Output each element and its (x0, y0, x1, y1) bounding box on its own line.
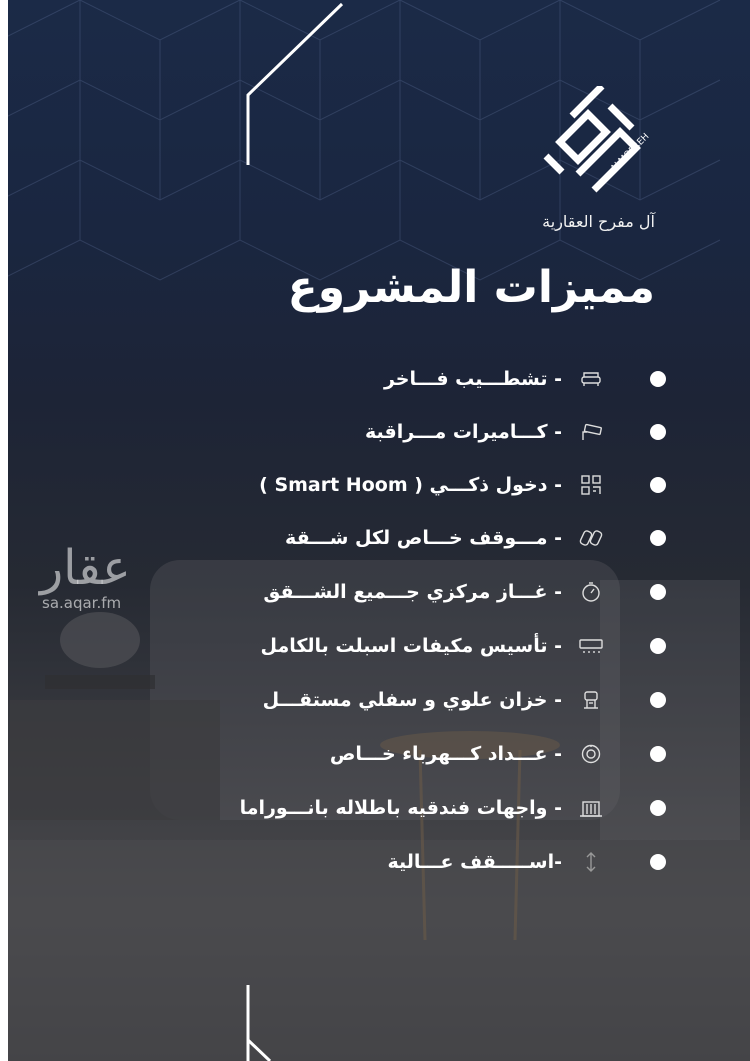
feature-item (226, 727, 666, 781)
gas-meter-icon (578, 581, 604, 603)
bullet-dot (650, 371, 666, 387)
bullet-dot (650, 477, 666, 493)
feature-text: - مـــوقف خـــاص لكل شـــقة (285, 527, 562, 549)
feature-item (226, 673, 666, 727)
electricity-meter-icon (578, 743, 604, 765)
feature-item (226, 352, 666, 405)
bullet-dot (650, 584, 666, 600)
feature-text: - عـــداد كـــهرباء خـــاص (329, 743, 562, 765)
left-edge-strip (0, 0, 8, 1061)
qr-code-icon (578, 474, 604, 496)
bullet-dot (650, 424, 666, 440)
feature-item (226, 619, 666, 673)
bullet-dot (650, 638, 666, 654)
feature-item (226, 405, 666, 458)
bullet-dot (650, 854, 666, 870)
aqar-watermark: عقار (40, 540, 131, 596)
feature-text: - واجهات فندقيه باطلاله بانـــوراما (239, 797, 562, 819)
high-ceiling-icon (578, 851, 604, 873)
feature-text: - دخول ذكـــي ( Smart Hoom ) (259, 473, 562, 496)
feature-text: - تأسيس مكيفات اسبلت بالكامل (260, 635, 562, 657)
feature-text: - كـــاميرات مـــراقبة (364, 420, 562, 443)
company-name: آل مفرح العقارية (542, 212, 655, 231)
feature-text: - خزان علوي و سفلي مستقـــل (262, 689, 562, 711)
bullet-dot (650, 746, 666, 762)
water-tank-icon (578, 689, 604, 711)
air-conditioner-icon (578, 635, 604, 657)
sofa-icon (578, 368, 604, 390)
bullet-dot (650, 800, 666, 816)
logo-latin-text: ALMOFREH (609, 131, 652, 175)
feature-item (226, 835, 666, 889)
feature-item (226, 458, 666, 511)
bullet-dot (650, 692, 666, 708)
feature-text: -اســـــقف عـــالية (387, 851, 562, 873)
almofreh-logo-icon (532, 86, 652, 206)
page-title: مميزات المشروع (287, 262, 655, 313)
bullet-dot (650, 530, 666, 546)
feature-item (226, 565, 666, 619)
cctv-camera-icon (578, 421, 604, 443)
feature-item (226, 511, 666, 565)
features-list (226, 352, 666, 889)
aqar-watermark-url: sa.aqar.fm (42, 594, 122, 612)
parking-car-icon (578, 527, 604, 549)
feature-text: - غـــاز مركزي جـــميع الشـــقق (263, 581, 562, 603)
feature-text: - تشطـــيب فـــاخر (383, 367, 562, 390)
building-facade-icon (578, 797, 604, 819)
feature-item (226, 781, 666, 835)
